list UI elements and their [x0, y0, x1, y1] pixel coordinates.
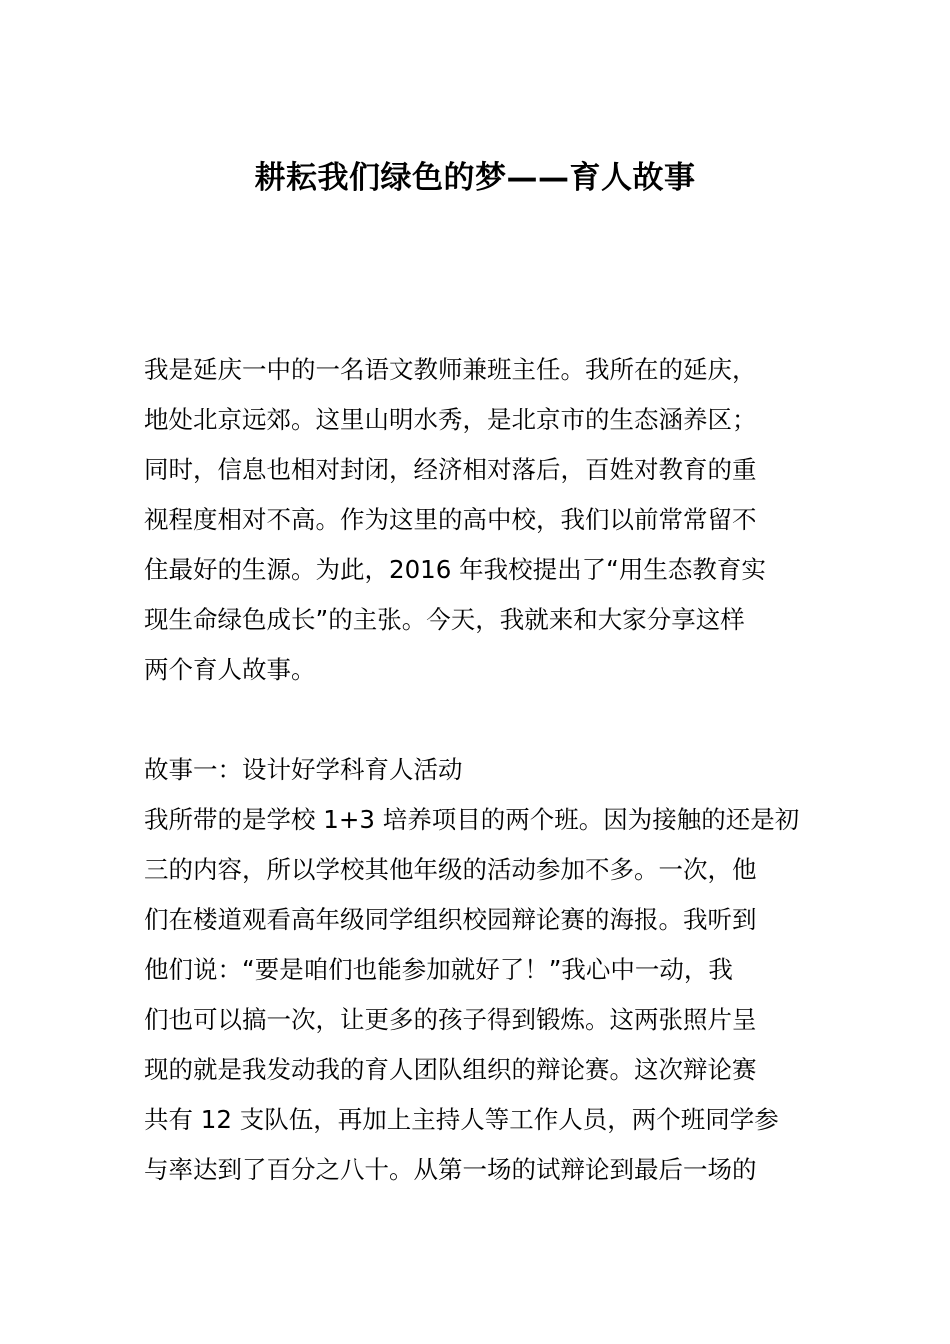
paragraph-line: 我是延庆一中的一名语文教师兼班主任。我所在的延庆，	[144, 355, 757, 384]
intro-paragraph	[144, 345, 814, 695]
paragraph-line: 两个育人故事。	[144, 655, 316, 684]
story-one-section	[144, 745, 814, 1195]
paragraph-line: 与率达到了百分之八十。从第一场的试辩论到最后一场的	[144, 1155, 757, 1184]
paragraph-line: 视程度相对不高。作为这里的高中校，我们以前常常留不	[144, 505, 757, 534]
paragraph-line: 们也可以搞一次，让更多的孩子得到锻炼。这两张照片呈	[144, 1005, 757, 1034]
paragraph-line: 地处北京远郊。这里山明水秀，是北京市的生态涵养区；	[144, 405, 757, 434]
paragraph-line: 们在楼道观看高年级同学组织校园辩论赛的海报。我听到	[144, 905, 757, 934]
paragraph-line: 他们说：“要是咱们也能参加就好了！”我心中一动，我	[144, 955, 733, 984]
paragraph-line: 同时，信息也相对封闭，经济相对落后，百姓对教育的重	[144, 455, 757, 484]
paragraph-line: 共有 12 支队伍，再加上主持人等工作人员，两个班同学参	[144, 1105, 779, 1134]
paragraph-line: 三的内容，所以学校其他年级的活动参加不多。一次，他	[144, 855, 757, 884]
paragraph-line: 现生命绿色成长”的主张。今天，我就来和大家分享这样	[144, 605, 745, 634]
paragraph-line: 住最好的生源。为此，2016 年我校提出了“用生态教育实	[144, 555, 766, 584]
document-title: 耕耘我们绿色的梦——育人故事	[254, 160, 696, 196]
paragraph-line: 我所带的是学校 1+3 培养项目的两个班。因为接触的还是初	[144, 805, 800, 834]
section-heading: 故事一：设计好学科育人活动	[144, 755, 463, 784]
paragraph-line: 现的就是我发动我的育人团队组织的辩论赛。这次辩论赛	[144, 1055, 757, 1084]
